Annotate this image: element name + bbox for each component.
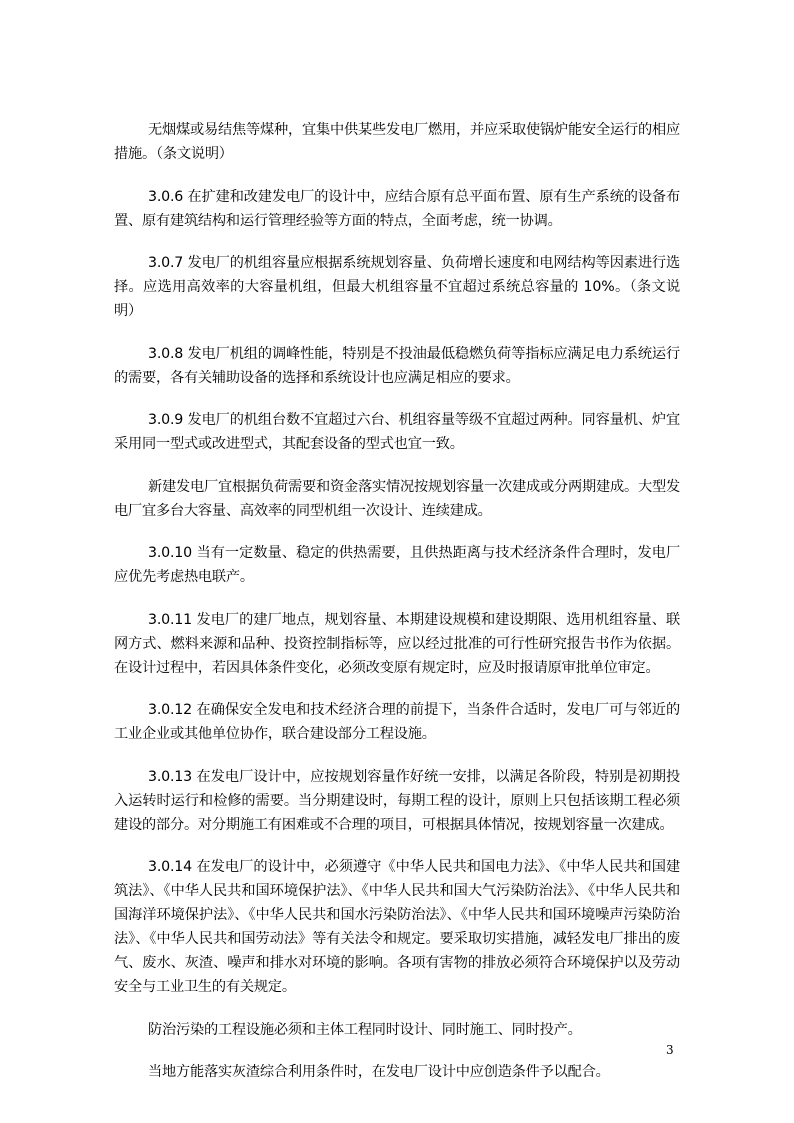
paragraph-pollution-control: 防治污染的工程设施必须和主体工程同时设计、同时施工、同时投产。 [148,1021,582,1038]
paragraph-3-0-11: 3.0.11 发电厂的建厂地点，规划容量、本期建设规模和建设期限、选用机组容量、联网方式、燃料来源和品种、投资控制指标等，应以经过批准的可行性研究报告书作为依据。在设计过程中，若因具体条件变化，必须改变原有规定时，应及时报请原审批单位审定。 [114,611,680,676]
page-body [114,118,680,1103]
paragraph-3-0-14: 3.0.14 在发电厂的设计中，必须遵守《中华人民共和国电力法》、《中华人民共和国建筑法》、《中华人民共和国环境保护法》、《中华人民共和国大气污染防治法》、《中华人民共和国海洋环境保护法》、《中华人民共和国水污染防治法》、《中华人民共和国环境噪声污染防治法》、《中华人民共和国劳动法》等有关法令和规定。要采取切实措施，减轻发电厂排出的废气、废水、灰渣、噪声和排水对环境的影响。各项有害物的排放必须符合环境保护以及劳动安全与工业卫生的有关规定。 [114,859,680,995]
paragraph-3-0-9: 3.0.9 发电厂的机组台数不宜超过六台、机组容量等级不宜超过两种。同容量机、炉宜采用同一型式或改进型式，其配套设备的型式也宜一致。 [114,412,680,452]
paragraph-new-plant: 新建发电厂宜根据负荷需要和资金落实情况按规划容量一次建成或分两期建成。大型发电厂宜多台大容量、高效率的同型机组一次设计、连续建成。 [114,478,680,519]
page-number: 3 [666,1043,674,1057]
paragraph-coal-types: 无烟煤或易结焦等煤种，宜集中供某些发电厂燃用，并应采取使锅炉能安全运行的相应措施。（条文说明） [114,122,680,162]
paragraph-3-0-13: 3.0.13 在发电厂设计中，应按规划容量作好统一安排，以满足各阶段，特别是初期投入运转时运行和检修的需要。当分期建设时，每期工程的设计，原则上只包括该期工程必须建设的部分。对分期施工有困难或不合理的项目，可根据具体情况，按规划容量一次建成。 [114,768,680,833]
paragraph-3-0-12: 3.0.12 在确保安全发电和技术经济合理的前提下，当条件合适时，发电厂可与邻近的工业企业或其他单位协作，联合建设部分工程设施。 [114,702,680,742]
paragraph-3-0-6: 3.0.6 在扩建和改建发电厂的设计中，应结合原有总平面布置、原有生产系统的设备布置、原有建筑结构和运行管理经验等方面的特点，全面考虑，统一协调。 [114,188,680,229]
paragraph-ash-utilization: 当地方能落实灰渣综合利用条件时，在发电厂设计中应创造条件予以配合。 [148,1064,610,1080]
paragraph-3-0-7: 3.0.7 发电厂的机组容量应根据系统规划容量、负荷增长速度和电网结构等因素进行选择。应选用高效率的大容量机组，但最大机组容量不宜超过系统总容量的 10%。（条文说明） [114,255,680,319]
paragraph-3-0-10: 3.0.10 当有一定数量、稳定的供热需要，且供热距离与技术经济条件合理时，发电厂应优先考虑热电联产。 [114,545,680,585]
paragraph-3-0-8: 3.0.8 发电厂机组的调峰性能，特别是不投油最低稳燃负荷等指标应满足电力系统运行的需要，各有关辅助设备的选择和系统设计也应满足相应的要求。 [114,345,680,386]
